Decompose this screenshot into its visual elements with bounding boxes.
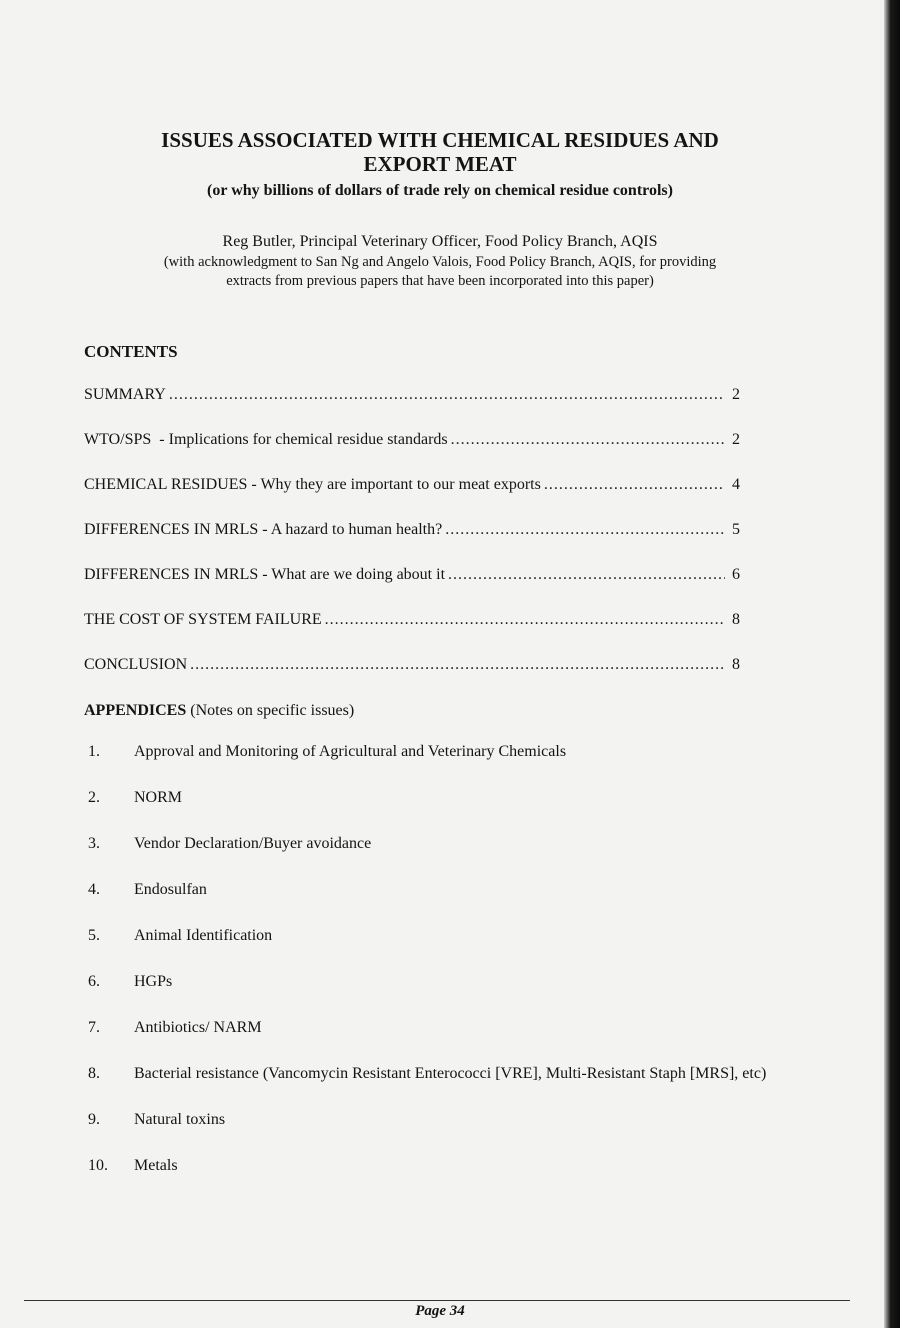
appendix-title: Vendor Declaration/Buyer avoidance: [134, 835, 372, 852]
toc-entry-page: 8: [732, 656, 740, 673]
appendix-number: 5.: [88, 927, 100, 944]
appendix-number: 4.: [88, 881, 100, 898]
appendix-number: 7.: [88, 1019, 100, 1036]
appendix-number: 10.: [88, 1157, 108, 1174]
toc-entry-label: THE COST OF SYSTEM FAILURE: [84, 611, 322, 628]
page-number: Page 34: [415, 1303, 465, 1319]
appendix-number: 9.: [88, 1111, 100, 1128]
acknowledgment-line-2: extracts from previous papers that have been incorporated into this paper): [226, 273, 654, 289]
toc-entry-page: 2: [732, 386, 740, 403]
document-title: [80, 128, 800, 176]
list-item: [88, 880, 768, 900]
scan-edge-shadow: [884, 0, 900, 1328]
toc-entry: [84, 566, 740, 611]
appendix-number: 2.: [88, 789, 100, 806]
appendix-title: Bacterial resistance (Vancomycin Resistant Enterococci [VRE], Multi-Resistant Staph [MRS], etc): [134, 1065, 767, 1082]
toc-entry-label: CONCLUSION: [84, 656, 188, 673]
appendix-title: Endosulfan: [134, 881, 207, 898]
toc-entry-page: 6: [732, 566, 740, 583]
list-item: [88, 788, 768, 808]
toc-leader-dots: [169, 386, 725, 404]
appendix-title: Natural toxins: [134, 1111, 226, 1128]
acknowledgment: [80, 253, 800, 291]
toc-leader-dots: [448, 566, 725, 584]
toc-entry-page: 5: [732, 521, 740, 538]
toc-entry-label: SUMMARY: [84, 386, 166, 403]
footer-divider: [24, 1300, 850, 1301]
title-line-1: ISSUES ASSOCIATED WITH CHEMICAL RESIDUES AND: [161, 128, 719, 152]
toc-entry: [84, 656, 740, 701]
list-item: [88, 972, 768, 992]
toc-entry-label: WTO/SPS - Implications for chemical residue standards: [84, 431, 448, 448]
list-item: [88, 834, 768, 854]
appendix-number: 6.: [88, 973, 100, 990]
appendix-number: 1.: [88, 743, 100, 760]
toc-entry-label: CHEMICAL RESIDUES - Why they are important to our meat exports: [84, 476, 541, 493]
toc-leader-dots: [451, 431, 725, 449]
list-item: [88, 1156, 768, 1176]
toc-entry: [84, 476, 740, 521]
toc-leader-dots: [445, 521, 725, 539]
document-subtitle: (or why billions of dollars of trade rely on chemical residue controls): [207, 182, 673, 199]
appendix-title: Approval and Monitoring of Agricultural and Veterinary Chemicals: [134, 743, 567, 760]
toc-leader-dots: [325, 611, 725, 629]
toc-entry: [84, 611, 740, 656]
appendices-note: (Notes on specific issues): [190, 702, 355, 719]
table-of-contents: [84, 386, 740, 701]
list-item: [88, 926, 768, 946]
toc-entry: [84, 431, 740, 476]
toc-entry-page: 8: [732, 611, 740, 628]
list-item: [88, 1110, 768, 1130]
author-line: Reg Butler, Principal Veterinary Officer, Food Policy Branch, AQIS: [222, 233, 658, 250]
list-item: [88, 742, 768, 762]
toc-leader-dots: [544, 476, 725, 494]
toc-entry: [84, 521, 740, 566]
appendix-title: Metals: [134, 1157, 178, 1174]
toc-entry-page: 2: [732, 431, 740, 448]
appendices-list: [88, 742, 768, 1176]
appendix-number: 8.: [88, 1065, 100, 1082]
toc-entry-label: DIFFERENCES IN MRLS - A hazard to human health?: [84, 521, 443, 538]
list-item: [88, 1018, 768, 1038]
appendices-heading: [84, 702, 354, 720]
appendix-title: HGPs: [134, 973, 173, 990]
list-item: [88, 1064, 768, 1084]
toc-entry: [84, 386, 740, 431]
title-line-2: EXPORT MEAT: [363, 152, 517, 176]
appendices-title: APPENDICES: [84, 702, 187, 719]
toc-entry-label: DIFFERENCES IN MRLS - What are we doing about it: [84, 566, 446, 583]
contents-heading: CONTENTS: [84, 342, 178, 361]
toc-entry-page: 4: [732, 476, 740, 493]
appendix-title: NORM: [134, 789, 183, 806]
appendix-title: Antibiotics/ NARM: [134, 1019, 262, 1036]
appendix-title: Animal Identification: [134, 927, 273, 944]
appendix-number: 3.: [88, 835, 100, 852]
acknowledgment-line-1: (with acknowledgment to San Ng and Angelo Valois, Food Policy Branch, AQIS, for providing: [163, 254, 717, 270]
toc-leader-dots: [190, 656, 725, 674]
